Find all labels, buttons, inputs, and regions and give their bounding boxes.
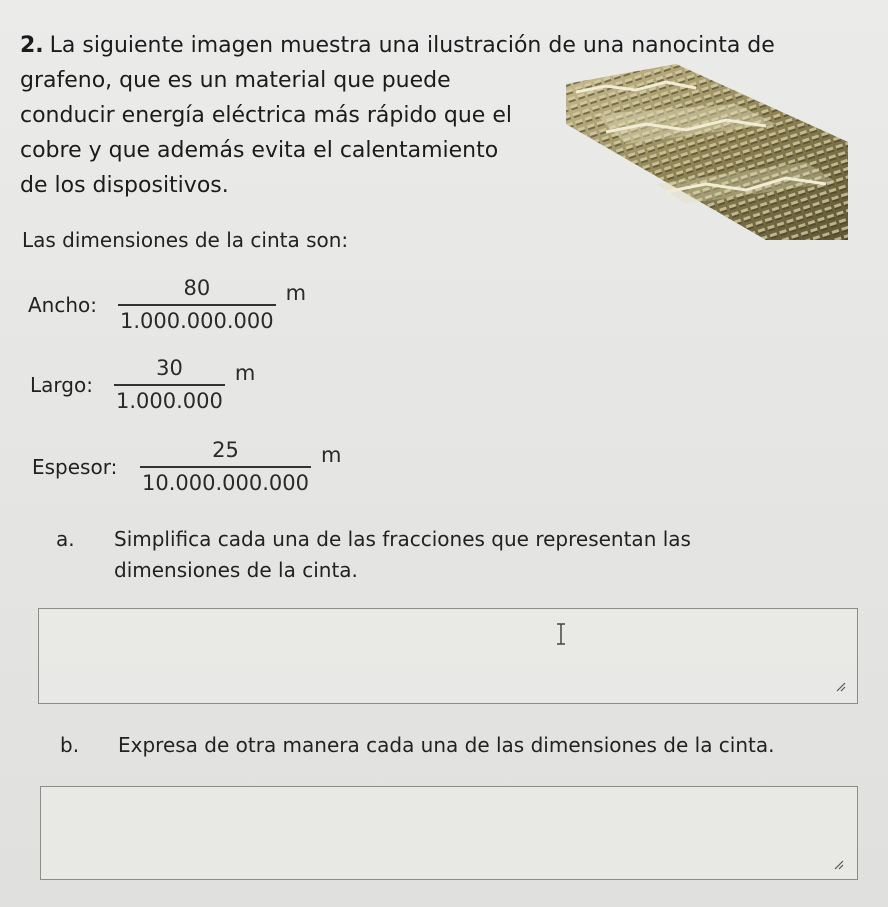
answer-a-textbox[interactable] [38,608,858,704]
text-cursor-icon [555,622,567,646]
item-a-line-2: dimensiones de la cinta. [114,558,358,582]
fraction-numerator: 80 [183,276,211,300]
fraction-numerator: 30 [156,356,183,380]
fraction [140,438,311,495]
question-number: 2. [20,33,44,58]
item-b-line-1: Expresa de otra manera cada una de las dimensiones de la cinta. [118,733,775,757]
fraction-numerator: 25 [212,438,239,462]
dimension-label: Largo: [30,372,93,397]
item-letter: a. [56,527,75,551]
fraction [114,356,225,413]
dimension-label: Ancho: [28,292,98,317]
dimensions-intro: Las dimensiones de la cinta son: [22,228,349,252]
dimension-label: Espesor: [32,454,118,479]
fraction-denominator: 1.000.000 [116,389,223,413]
question-line-2: grafeno, que es un material que puede [20,68,451,93]
question-line-4: cobre y que además evita el calentamiento [20,138,499,163]
item-a-line-1: Simplifica cada una de las fracciones que representan las [114,527,691,551]
answer-b-textbox[interactable] [40,786,858,880]
dimension-ancho [28,276,306,333]
fraction-denominator: 1.000.000.000 [120,309,274,333]
dimension-unit: m [234,360,256,385]
fraction [118,276,276,333]
item-b [60,730,774,761]
item-letter: b. [60,733,80,757]
dimension-unit: m [321,442,342,467]
fraction-denominator: 10.000.000.000 [142,471,309,495]
dimension-espesor [32,438,341,495]
question-line-5: de los dispositivos. [20,173,229,198]
resize-handle-icon[interactable] [832,858,844,870]
dimension-unit: m [285,280,307,305]
question-line-3: conducir energía eléctrica más rápido que el [20,103,512,128]
graphene-nanoribbon-illustration [566,64,848,240]
question-line-1: 2. La siguiente imagen muestra una ilustración de una nanocinta de [20,33,775,58]
dimension-largo [30,356,255,413]
item-a [56,524,691,586]
resize-handle-icon[interactable] [834,680,846,692]
